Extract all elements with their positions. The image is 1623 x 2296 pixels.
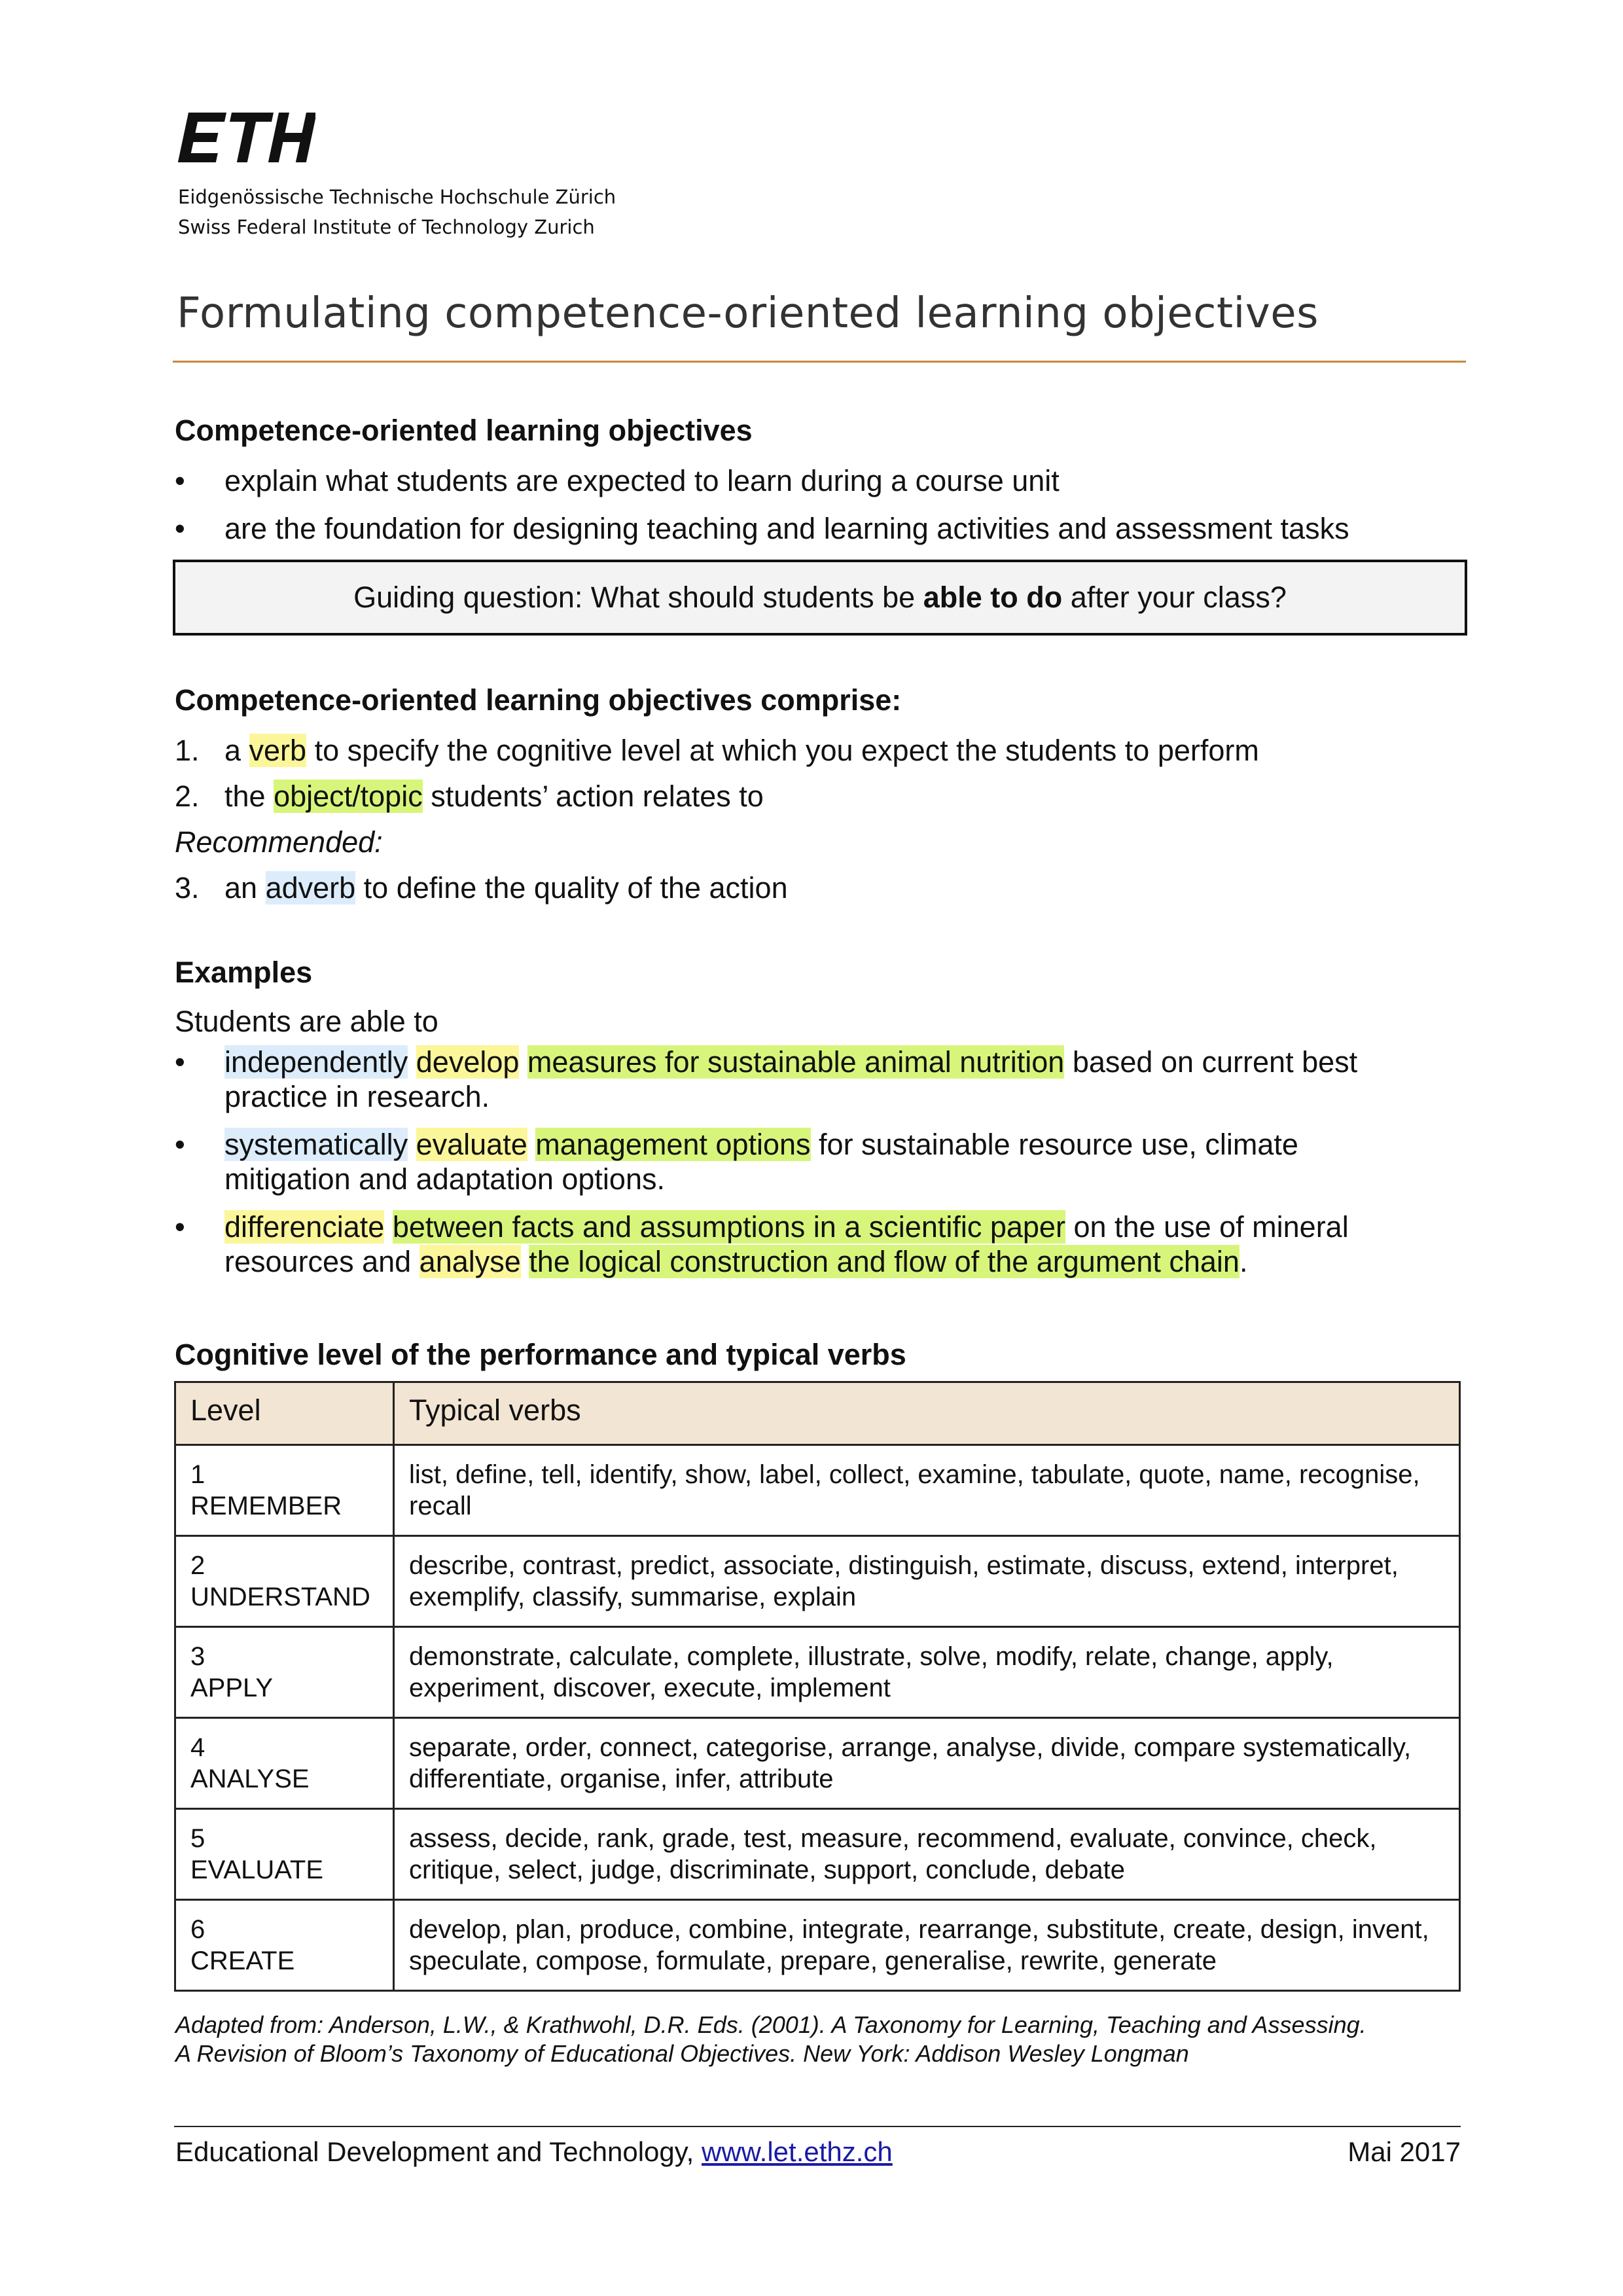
object-highlight: the logical construction and flow of the argument chain — [529, 1245, 1240, 1278]
footer-link[interactable]: www.let.ethz.ch — [702, 2136, 893, 2167]
list-item — [175, 865, 1471, 911]
examples-heading: Examples — [175, 956, 313, 989]
level-cell — [175, 1809, 394, 1900]
adverb-highlight: adverb — [265, 871, 356, 905]
footer-date: Mai 2017 — [1347, 2136, 1461, 2167]
example-item — [175, 1045, 1418, 1114]
column-header-verbs: Typical verbs — [394, 1382, 1460, 1445]
list-item — [175, 728, 1471, 774]
space — [519, 1045, 527, 1079]
verbs-cell: list, define, tell, identify, show, label, collect, examine, tabulate, quote, name, recognise, recall — [394, 1445, 1460, 1536]
verb-highlight: evaluate — [416, 1128, 527, 1161]
example-text: for sustainable resource use, climate mitigation and adaptation options. — [224, 1128, 1298, 1196]
intro-list — [175, 463, 1471, 546]
level-name: APPLY — [190, 1674, 273, 1702]
verbs-table — [174, 1381, 1461, 1992]
level-number: 4 — [190, 1733, 205, 1762]
object-highlight: management options — [535, 1128, 811, 1161]
eth-logo-mark — [178, 113, 315, 162]
guiding-text-end: after your class? — [1062, 581, 1287, 614]
level-name: REMEMBER — [190, 1492, 342, 1520]
footer-organization — [175, 2136, 893, 2168]
verb-highlight: develop — [416, 1045, 520, 1079]
intro-heading: Competence-oriented learning objectives — [175, 414, 753, 447]
verb-highlight: analyse — [419, 1245, 521, 1278]
guiding-text: Guiding question: What should students be — [353, 581, 923, 614]
level-cell — [175, 1718, 394, 1809]
verb-highlight: differenciate — [224, 1210, 385, 1244]
space — [527, 1128, 536, 1161]
level-name: CREATE — [190, 1946, 295, 1975]
level-cell — [175, 1900, 394, 1991]
adverb-highlight: independently — [224, 1045, 408, 1079]
example-item — [175, 1127, 1418, 1196]
table-row — [175, 1718, 1460, 1809]
guiding-emphasis: able to do — [923, 581, 1063, 614]
table-row — [175, 1445, 1460, 1536]
intro-section — [175, 411, 1471, 546]
item-text: the — [224, 780, 274, 813]
page-title: Formulating competence-oriented learning objectives — [177, 289, 1319, 338]
level-number: 3 — [190, 1642, 205, 1671]
examples-lead: Students are able to — [175, 1005, 438, 1038]
eth-logo — [178, 113, 315, 162]
example-text: . — [1239, 1245, 1248, 1278]
verbs-cell: assess, decide, rank, grade, test, measure, recommend, evaluate, convince, check, critique, select, judge, discriminate, support, conclude, debate — [394, 1809, 1460, 1900]
verbs-cell: describe, contrast, predict, associate, distinguish, estimate, discuss, extend, interpret, exemplify, classify, summarise, explain — [394, 1536, 1460, 1627]
table-row — [175, 1809, 1460, 1900]
space — [521, 1245, 529, 1278]
item-number: 2. — [175, 780, 200, 813]
level-cell — [175, 1627, 394, 1718]
comprise-list — [175, 728, 1471, 911]
level-number: 6 — [190, 1915, 205, 1944]
table-row — [175, 1627, 1460, 1718]
institution-name — [178, 182, 616, 242]
example-text: based on current best practice in research. — [224, 1045, 1358, 1113]
level-cell — [175, 1536, 394, 1627]
level-number: 5 — [190, 1824, 205, 1853]
guiding-question-box — [173, 560, 1467, 636]
level-name: EVALUATE — [190, 1856, 324, 1884]
object-highlight: object/topic — [274, 780, 423, 813]
item-text: students’ action relates to — [422, 780, 764, 813]
adverb-highlight: systematically — [224, 1128, 408, 1161]
item-text: to specify the cognitive level at which you expect the students to perform — [306, 734, 1259, 767]
item-text: a — [224, 734, 249, 767]
table-heading: Cognitive level of the performance and typical verbs — [175, 1338, 906, 1371]
examples-section — [175, 953, 1471, 1292]
item-number: 3. — [175, 871, 200, 905]
recommended-label: Recommended: — [175, 825, 383, 859]
verbs-cell: develop, plan, produce, combine, integrate, rearrange, substitute, create, design, invent, speculate, compose, formulate, prepare, generalise, rewrite, generate — [394, 1900, 1460, 1991]
guiding-question — [353, 581, 1287, 615]
level-name: ANALYSE — [190, 1765, 310, 1793]
table-row — [175, 1536, 1460, 1627]
comprise-heading: Competence-oriented learning objectives comprise: — [175, 683, 902, 717]
column-header-level: Level — [175, 1382, 394, 1445]
space — [408, 1045, 416, 1079]
footer-org-text: Educational Development and Technology, — [175, 2136, 702, 2167]
item-text: an — [224, 871, 266, 905]
object-highlight: measures for sustainable animal nutrition — [527, 1045, 1065, 1079]
source-citation — [175, 2011, 1366, 2068]
level-name: UNDERSTAND — [190, 1583, 370, 1611]
verbs-cell: separate, order, connect, categorise, arrange, analyse, divide, compare systematically, differentiate, organise, infer, attribute — [394, 1718, 1460, 1809]
object-highlight: between facts and assumptions in a scientific paper — [392, 1210, 1065, 1244]
space — [408, 1128, 416, 1161]
list-item: • are the foundation for designing teaching and learning activities and assessment tasks — [175, 511, 1471, 546]
institution-english: Swiss Federal Institute of Technology Zurich — [178, 216, 595, 238]
citation-line: A Revision of Bloom’s Taxonomy of Educational Objectives. New York: Addison Wesley Longman — [175, 2040, 1189, 2067]
item-number: 1. — [175, 734, 200, 767]
verb-highlight: verb — [249, 734, 307, 767]
table-header-row — [175, 1382, 1460, 1445]
level-number: 1 — [190, 1460, 205, 1489]
verbs-cell: demonstrate, calculate, complete, illustrate, solve, modify, relate, change, apply, experiment, discover, execute, implement — [394, 1627, 1460, 1718]
table-row — [175, 1900, 1460, 1991]
table-section — [175, 1335, 1471, 1374]
space — [384, 1210, 393, 1244]
level-cell — [175, 1445, 394, 1536]
example-text: on the use of mineral resources and — [224, 1210, 1349, 1278]
list-item: • explain what students are expected to learn during a course unit — [175, 463, 1471, 498]
list-item — [175, 774, 1471, 819]
examples-list — [175, 1045, 1418, 1279]
institution-german: Eidgenössische Technische Hochschule Zürich — [178, 186, 616, 208]
example-item — [175, 1210, 1418, 1279]
citation-line: Adapted from: Anderson, L.W., & Krathwohl, D.R. Eds. (2001). A Taxonomy for Learning, Teaching and Assessing. — [175, 2011, 1366, 2038]
level-number: 2 — [190, 1551, 205, 1580]
item-text: to define the quality of the action — [355, 871, 788, 905]
comprise-section — [175, 681, 1471, 911]
footer-divider — [174, 2126, 1461, 2127]
title-divider — [173, 361, 1466, 363]
